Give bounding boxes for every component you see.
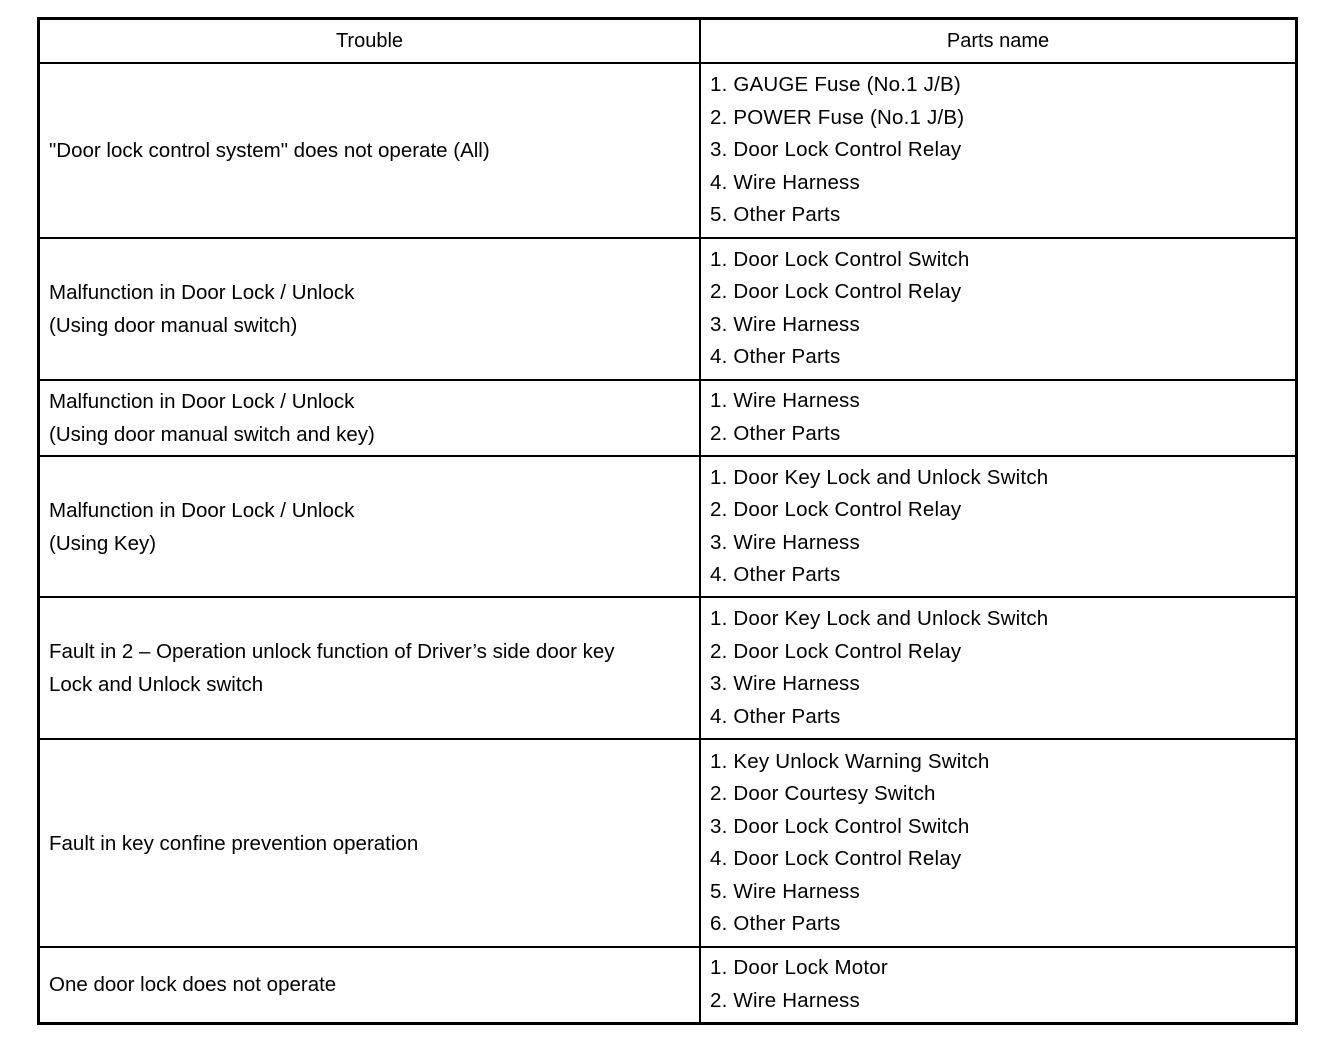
parts-list-item: 1. GAUGE Fuse (No.1 J/B) [710,73,961,97]
parts-list-item: 3. Wire Harness [710,312,860,336]
parts-list [710,742,1295,945]
parts-list-item: 1. Wire Harness [710,389,860,413]
troubleshooting-table-frame [37,17,1298,1025]
troubleshooting-table [40,20,1295,1022]
parts-cell [700,597,1295,739]
parts-cell [700,238,1295,380]
table-row [40,380,1295,456]
parts-cell [700,63,1295,238]
trouble-text: Malfunction in Door Lock / Unlock [49,280,355,304]
header-trouble: Trouble [40,20,700,63]
parts-list-item: 3. Door Lock Control Switch [710,814,970,838]
parts-list-item: 2. Door Courtesy Switch [710,782,936,806]
trouble-cell [40,238,700,380]
parts-cell [700,739,1295,947]
parts-list-item: 1. Key Unlock Warning Switch [710,749,990,773]
parts-list-item: 5. Other Parts [710,203,841,227]
parts-list-item: 2. Door Lock Control Relay [710,639,962,663]
parts-list [710,458,1295,596]
trouble-cell [40,456,700,598]
table-row [40,456,1295,598]
parts-list-item: 3. Door Lock Control Relay [710,138,962,162]
table-body [40,63,1295,1022]
parts-list [710,65,1295,236]
table-row [40,597,1295,739]
trouble-text: Malfunction in Door Lock / Unlock [49,498,355,522]
trouble-cell [40,947,700,1022]
parts-list-item: 2. Door Lock Control Relay [710,280,962,304]
parts-list-item: 6. Other Parts [710,912,841,936]
parts-list-item: 4. Door Lock Control Relay [710,847,962,871]
parts-list-item: 2. Wire Harness [710,988,860,1012]
table-row [40,947,1295,1022]
parts-list [710,948,1295,1021]
parts-cell [700,947,1295,1022]
trouble-text: Fault in key confine prevention operation [49,831,419,855]
parts-list-item: 4. Other Parts [710,563,841,587]
parts-cell [700,380,1295,456]
parts-list [710,240,1295,378]
trouble-text: "Door lock control system" does not operate (All) [49,138,490,162]
trouble-cell [40,380,700,456]
trouble-text: (Using door manual switch and key) [49,422,375,446]
parts-list [710,599,1295,737]
parts-list-item: 2. Other Parts [710,421,841,445]
trouble-text: Malfunction in Door Lock / Unlock [49,389,355,413]
header-row [40,20,1295,63]
parts-list-item: 1. Door Key Lock and Unlock Switch [710,465,1049,489]
parts-list-item: 4. Other Parts [710,345,841,369]
parts-list-item: 2. Door Lock Control Relay [710,498,962,522]
trouble-text: (Using door manual switch) [49,313,298,337]
parts-list-item: 1. Door Lock Control Switch [710,247,970,271]
parts-list-item: 2. POWER Fuse (No.1 J/B) [710,105,965,129]
table-row [40,63,1295,238]
trouble-cell [40,597,700,739]
trouble-text: One door lock does not operate [49,973,337,997]
parts-list-item: 1. Door Key Lock and Unlock Switch [710,607,1049,631]
parts-list-item: 4. Other Parts [710,704,841,728]
trouble-text: Fault in 2 – Operation unlock function of Driver’s side door key [49,640,615,664]
table-row [40,739,1295,947]
trouble-cell [40,63,700,238]
parts-list-item: 4. Wire Harness [710,170,860,194]
trouble-text: Lock and Unlock switch [49,673,264,697]
parts-list [710,381,1295,454]
trouble-cell [40,739,700,947]
table-row [40,238,1295,380]
parts-cell [700,456,1295,598]
parts-list-item: 3. Wire Harness [710,672,860,696]
parts-list-item: 5. Wire Harness [710,879,860,903]
parts-list-item: 3. Wire Harness [710,530,860,554]
trouble-text: (Using Key) [49,531,157,555]
parts-list-item: 1. Door Lock Motor [710,956,888,980]
header-parts-name: Parts name [700,20,1295,63]
